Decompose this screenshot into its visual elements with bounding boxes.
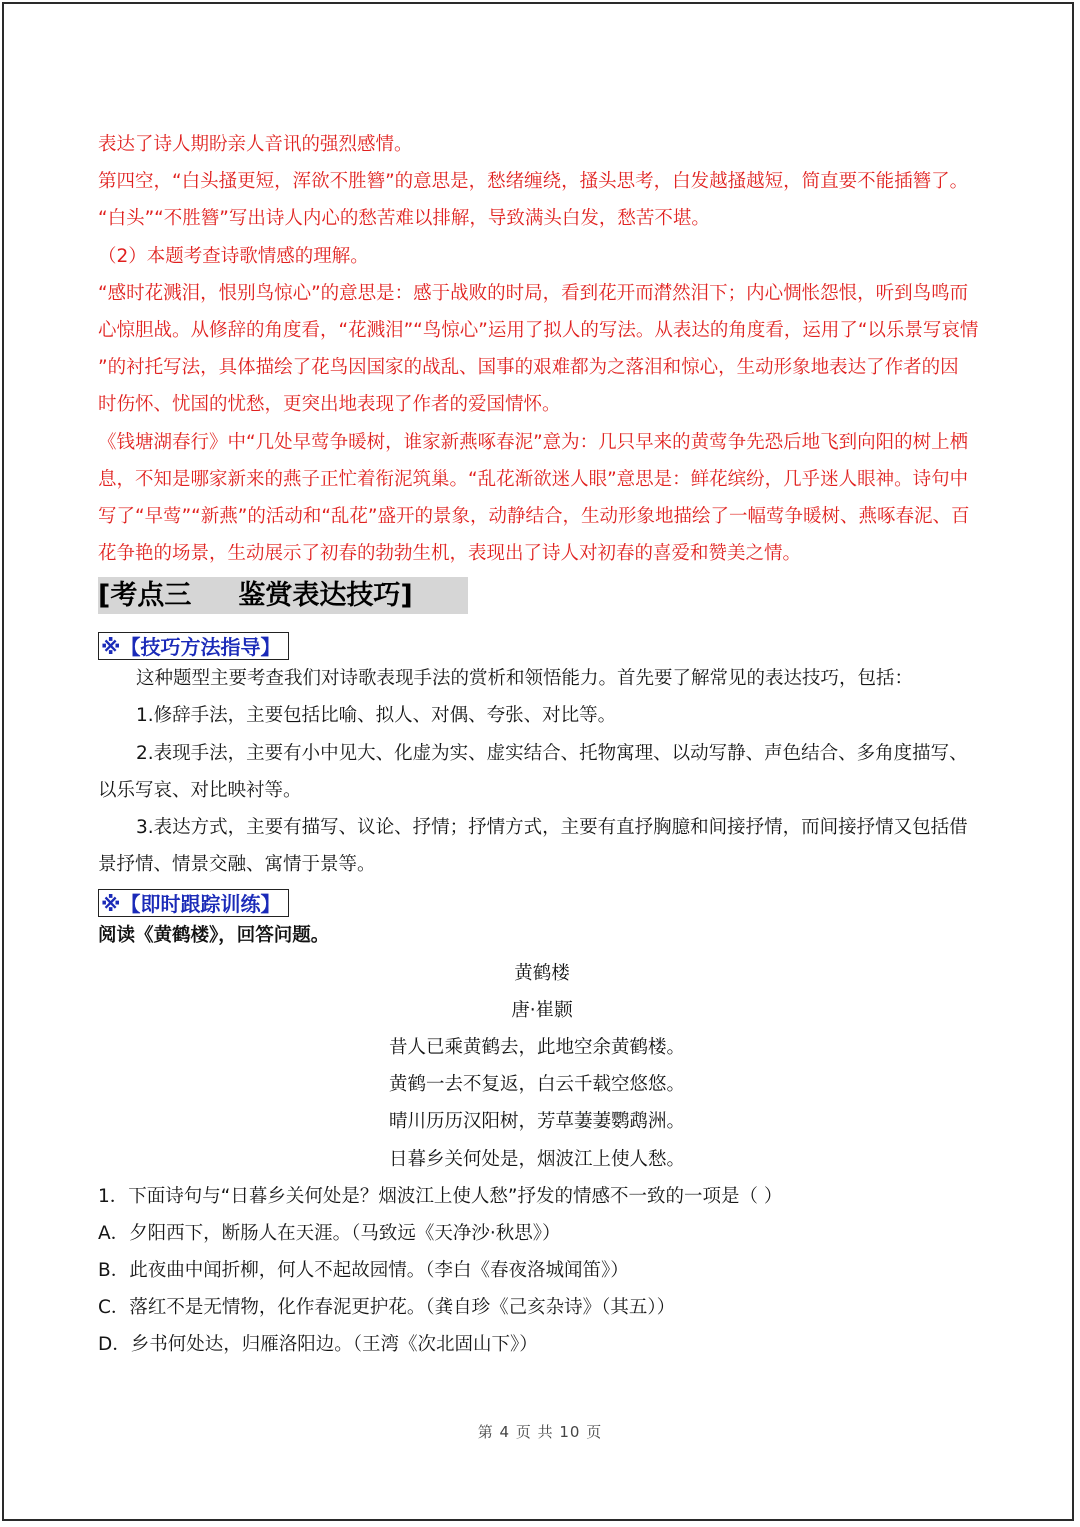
poem-line: 昔人已乘黄鹤去，此地空余黄鹤楼。 [389,1036,686,1058]
answer-line: 表达了诗人期盼亲人音讯的强烈感情。 [98,134,413,155]
reading-prompt: 阅读《黄鹤楼》，回答问题。 [98,925,330,947]
practice-heading [98,889,289,917]
answer-line: 时伤怀、忧国的忧愁，更突出地表现了作者的爱国情怀。 [98,394,561,416]
answer-line: 写了“早莺”“新燕”的活动和“乱花”盛开的景象，动静结合，生动形象地描绘了一幅莺争暖树、燕啄春泥、百 [98,505,970,527]
method-line: 1.修辞手法，主要包括比喻、拟人、对偶、夸张、对比等。 [136,705,617,727]
method-guide-text [98,660,986,883]
answer-block-2 [98,275,986,573]
method-line: 这种题型主要考查我们对诗歌表现手法的赏析和领悟能力。首先要了解常见的表达技巧，包括： [136,668,914,690]
poem-line: 黄鹤一去不复返，白云千载空悠悠。 [389,1074,686,1096]
answer-line: 息，不知是哪家新来的燕子正忙着衔泥筑巢。“乱花渐欲迷人眼”意思是：鲜花缤纷，几乎迷人眼神。诗句中 [98,468,969,490]
question-option: C．落红不是无情物，化作春泥更护花。（龚自珍《己亥杂诗》（其五）） [98,1297,676,1319]
answer-block-1 [98,126,986,238]
document-body [98,126,986,1364]
poem-line: 晴川历历汉阳树，芳草萋萋鹦鹉洲。 [389,1111,686,1133]
poem [98,955,986,1178]
question-stem: 1．下面诗句与“日暮乡关何处是？烟波江上使人愁”抒发的情感不一致的一项是（ ） [98,1185,783,1207]
page-number-footer: 第 4 页 共 10 页 [477,1423,603,1441]
practice-label: 【即时跟踪训练】 [120,892,281,917]
question-option: A．夕阳西下，断肠人在天涯。（马致远《天净沙·秋思》） [98,1222,561,1244]
question-option: D．乡书何处达，归雁洛阳边。（王湾《次北固山下》） [98,1334,538,1356]
poem-line: 日暮乡关何处是，烟波江上使人愁。 [389,1148,686,1170]
answer-line: 第四空，“白头搔更短，浑欲不胜簪”的意思是，愁绪缠绕，搔头思考，白发越搔越短，简直要不能插簪了。 [98,171,969,193]
method-line: 以乐写哀、对比映衬等。 [98,779,302,801]
poem-author: 唐·崔颢 [511,999,573,1021]
method-guide-label: 【技巧方法指导】 [120,635,281,660]
answer-line: 心惊胆战。从修辞的角度看，“花溅泪”“鸟惊心”运用了拟人的写法。从表达的角度看，运用了“以乐景写哀情 [98,319,979,341]
question-block [98,1178,986,1364]
answer-line: 《钱塘湖春行》中“几处早莺争暖树，谁家新燕啄春泥”意为：几只早来的黄莺争先恐后地飞到向阳的树上栖 [98,431,969,453]
poem-title: 黄鹤楼 [514,962,570,984]
answer-line: ”的衬托写法，具体描绘了花鸟因国家的战乱、国事的艰难都为之落泪和惊心，生动形象地表达了作者的因 [98,357,959,379]
method-line: 3.表达方式，主要有描写、议论、抒情；抒情方式，主要有直抒胸臆和间接抒情，而间接抒情又包括借 [136,817,968,838]
sub-question-heading: （2）本题考查诗歌情感的理解。 [98,245,369,267]
method-line: 2.表现手法，主要有小中见大、化虚为实、虚实结合、托物寓理、以动写静、声色结合、多角度描写、 [136,742,968,764]
method-line: 景抒情、情景交融、寓情于景等。 [98,854,376,876]
method-guide-heading [98,632,289,660]
section-title: [考点三 鉴赏表达技巧] [98,577,468,614]
reference-mark-icon: ※ [101,892,121,917]
reference-mark-icon: ※ [101,635,121,660]
answer-line: 花争艳的场景，生动展示了初春的勃勃生机，表现出了诗人对初春的喜爱和赞美之情。 [98,543,802,565]
answer-line: “感时花溅泪，恨别鸟惊心”的意思是：感于战败的时局，看到花开而潸然泪下；内心惆怅怨恨，听到鸟鸣而 [98,282,969,304]
answer-line: “白头”“不胜簪”写出诗人内心的愁苦难以排解，导致满头白发，愁苦不堪。 [98,208,710,230]
question-option: B．此夜曲中闻折柳，何人不起故园情。（李白《春夜洛城闻笛》） [98,1260,629,1282]
